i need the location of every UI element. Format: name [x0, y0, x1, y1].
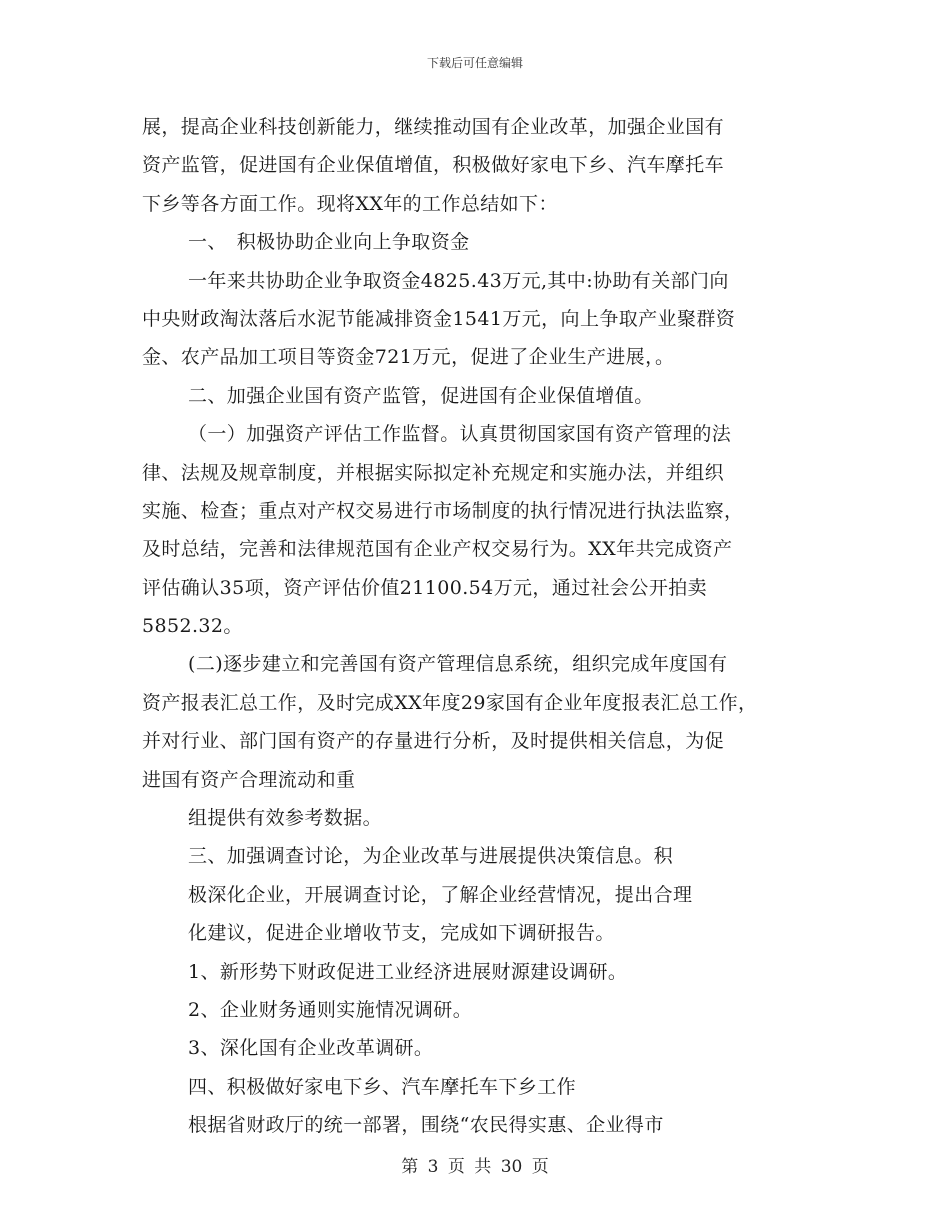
text-line: 及时总结，完善和法律规范国有企业产权交易行为。XX年共完成资产: [142, 538, 733, 561]
text-line: 律、法规及规章制度，并根据实际拟定补充规定和实施办法，并组织: [142, 461, 725, 484]
text-line: (二)逐步建立和完善国有资产管理信息系统，组织完成年度国有: [188, 653, 728, 676]
text-line: 并对行业、部门国有资产的存量进行分析，及时提供相关信息，为促: [142, 730, 725, 753]
text-line: 二、加强企业国有资产监管，促进国有企业保值增值。: [188, 384, 654, 407]
text-line: 化建议，促进企业增收节支，完成如下调研报告。: [188, 922, 615, 945]
page-footer: 第 3 页 共 30 页: [401, 1157, 549, 1177]
document-body: [142, 108, 832, 1145]
text-line: 资产监管，促进国有企业保值增值，积极做好家电下乡、汽车摩托车: [142, 154, 725, 177]
text-line: 实施、检查；重点对产权交易进行市场制度的执行情况进行执法监察，: [142, 499, 744, 522]
text-line: 根据省财政厅的统一部署，围绕“农民得实惠、企业得市: [188, 1114, 664, 1137]
text-line: 1、新形势下财政促进工业经济进展财源建设调研。: [188, 960, 628, 983]
text-line: 一、 积极协助企业向上争取资金: [188, 231, 470, 254]
text-line: 组提供有效参考数据。: [188, 807, 383, 830]
text-line: 极深化企业，开展调查讨论，了解企业经营情况，提出合理: [188, 883, 693, 906]
text-line: 中央财政淘汰落后水泥节能减排资金1541万元，向上争取产业聚群资: [142, 307, 736, 330]
text-line: 一年来共协助企业争取资金4825.43万元,其中:协助有关部门向: [188, 269, 729, 292]
text-line: 金、农产品加工项目等资金721万元，促进了企业生产进展，。: [142, 346, 675, 369]
text-line: 3、深化国有企业改革调研。: [188, 1037, 434, 1060]
text-line: 下乡等各方面工作。现将XX年的工作总结如下：: [142, 192, 558, 215]
text-line: 进国有资产合理流动和重: [142, 768, 356, 791]
text-line: 2、企业财务通则实施情况调研。: [188, 998, 473, 1021]
page-header: 下载后可任意编辑: [426, 56, 523, 70]
text-line: 评估确认35项，资产评估价值21100.54万元，通过社会公开拍卖: [142, 576, 708, 599]
text-line: 四、积极做好家电下乡、汽车摩托车下乡工作: [188, 1075, 577, 1098]
text-line: 三、加强调查讨论，为企业改革与进展提供决策信息。积: [188, 845, 674, 868]
text-line: 资产报表汇总工作，及时完成XX年度29家国有企业年度报表汇总工作，: [142, 691, 758, 714]
text-line: 展，提高企业科技创新能力，继续推动国有企业改革，加强企业国有: [142, 116, 725, 138]
text-line: （一）加强资产评估工作监督。认真贯彻国家国有资产管理的法: [188, 423, 732, 446]
text-line: 5852.32。: [142, 615, 243, 638]
